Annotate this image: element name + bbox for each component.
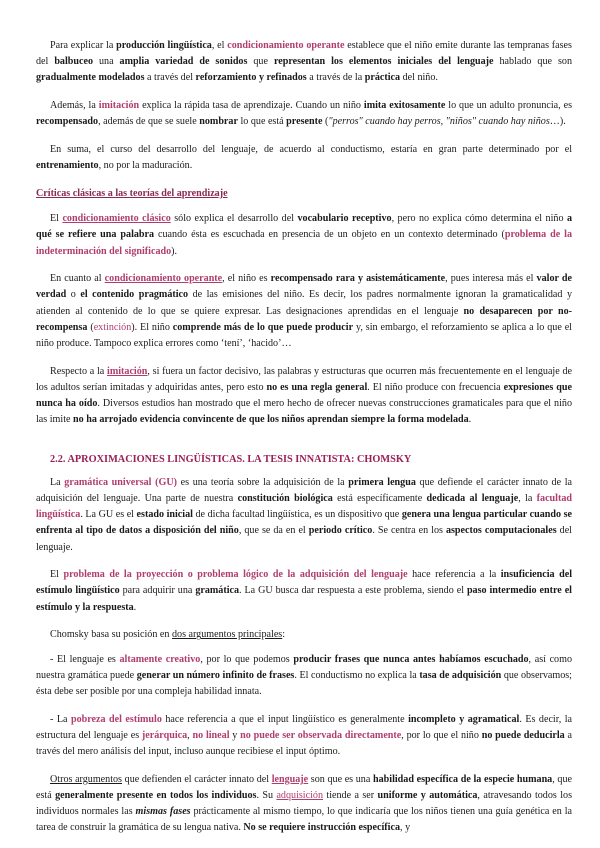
paragraph-operant-critique <box>36 271 572 352</box>
text: . Su <box>256 790 277 802</box>
text: del lenguaje. <box>36 525 572 553</box>
text: del niño. <box>400 72 438 84</box>
highlight-term: no puede ser observada directamente <box>240 729 402 741</box>
text: , así como nuestra gramática puede <box>36 653 572 681</box>
term: recompensado rara y asistemáticamente <box>270 273 446 285</box>
highlight-term: gramática universal (GU) <box>64 476 177 488</box>
text: . Diversos estudios han mostrado que el mero hecho de ofrecer nuevas construcciones gramaticales para que el niño las imite <box>36 398 572 426</box>
text: . El conductismo no explica la <box>294 669 420 681</box>
highlight-term: condicionamiento operante <box>227 40 345 51</box>
paragraph-projection-problem <box>36 567 572 616</box>
text: , además de que se suele <box>98 116 200 128</box>
underlined-text: Otros argumentos <box>50 773 122 785</box>
text: son que es una <box>308 773 373 785</box>
text: o <box>66 289 81 301</box>
text: , pero no explica cómo determina el niño <box>391 213 567 225</box>
term: gradualmente modelados <box>36 72 145 84</box>
highlight-term: altamente creativo <box>119 653 201 665</box>
paragraph-poverty-stimulus <box>36 712 572 761</box>
text: que <box>247 56 274 68</box>
text: tiende a ser <box>323 790 378 802</box>
paragraph-imitation-critique <box>36 364 572 429</box>
text: hace referencia a que el input lingüístico es generalmente <box>161 713 409 725</box>
term: expresiones que nunca ha oído <box>36 381 572 410</box>
highlight-term: adquisición <box>276 790 323 802</box>
text: y, sin embargo, el reforzamiento se aplica a lo que el niño produce. Tampoco explica errores como ‘tení’, ‘hacido’… <box>36 321 572 350</box>
term: a qué se refiere una palabra <box>36 213 572 241</box>
text: sólo explica el desarrollo del <box>170 213 298 225</box>
term: genera una lengua particular cuando se enfrenta al tipo de datos a disposición del niño <box>36 509 573 537</box>
term: reforzamiento y refinados <box>195 72 307 84</box>
text: explica la rápida tasa de aprendizaje. Cuando un niño <box>139 100 364 112</box>
text: ( <box>322 116 329 128</box>
text: a través del <box>144 72 196 84</box>
highlight-term: condicionamiento clásico <box>62 213 171 225</box>
text: . <box>133 601 137 613</box>
text: , por lo que podemos <box>200 653 294 665</box>
term: No se requiere instrucción específica <box>243 822 401 834</box>
term: el contenido pragmático <box>80 289 189 301</box>
term: balbuceo <box>54 56 94 68</box>
term: gramática <box>195 585 240 597</box>
text: es una teoría sobre la adquisición de la <box>177 476 349 488</box>
term: amplia variedad de sonidos <box>119 56 248 68</box>
text: ). El niño <box>131 321 173 333</box>
text: una <box>93 56 120 68</box>
text: cuando ésta es escuchada en presencia de un objeto en un contexto determinado ( <box>154 229 505 241</box>
text: , por lo que el niño <box>401 729 482 741</box>
term: valor de verdad <box>36 273 572 301</box>
paragraph-universal-grammar <box>36 475 572 556</box>
paragraph-summary <box>36 142 572 174</box>
text: que observamos; ésta debe ser posible por una compleja habilidad innata. <box>36 669 572 697</box>
term: estado inicial <box>136 509 193 521</box>
text: de las emisiones del niño. Es decir, los padres normalmente ignoran la gramaticalidad y atienden al contenido de lo que se quiere expresar. Las designaciones aprendidas en el lenguaje <box>36 289 573 317</box>
term: insuficiencia del estímulo lingüístico <box>36 569 572 597</box>
highlight-term: pobreza del estímulo <box>70 713 162 725</box>
text: a través de la <box>306 72 365 84</box>
text: establece que el niño emite durante las tempranas fases del <box>36 40 572 68</box>
text: . El niño produce con frecuencia <box>367 381 504 393</box>
text: En cuanto al <box>50 273 105 285</box>
term: representan los elementos iniciales del lenguaje <box>273 56 494 68</box>
term: generalmente presente en todos los individuos <box>55 790 257 802</box>
term: incompleto y agramatical <box>408 713 520 725</box>
term: nombrar <box>199 116 238 128</box>
text: que defiende el carácter innato de la adquisición del lenguaje. Una parte de nuestra <box>36 476 572 504</box>
text: , atravesando todos los individuos normales las <box>36 790 573 818</box>
term: paso intermedio entre el estímulo y la respuesta <box>36 585 572 613</box>
term: vocabulario receptivo <box>297 213 392 225</box>
paragraph-classical-conditioning <box>36 211 572 260</box>
text: La <box>50 476 65 488</box>
underlined-text: dos argumentos principales <box>171 629 283 641</box>
highlight-term: imitación <box>98 100 140 112</box>
text: Chomsky basa su posición en <box>50 629 172 641</box>
highlight-term: facultad lingüística <box>36 492 572 521</box>
paragraph-imitation <box>36 98 572 130</box>
term: dedicada al lenguaje <box>426 492 519 504</box>
text: para adquirir una <box>119 585 196 597</box>
text: lo que un adulto pronuncia, es <box>445 100 573 112</box>
term: primera lengua <box>348 476 416 488</box>
text: . <box>468 414 472 426</box>
term: uniforme y automática <box>377 790 478 802</box>
highlight-term: no lineal <box>192 729 230 741</box>
text: ). <box>171 245 178 257</box>
text: …). <box>549 116 566 128</box>
text: , <box>187 729 193 741</box>
paragraph-operant-production <box>36 38 572 87</box>
term: generar un número infinito de frases <box>136 669 295 681</box>
term: no desaparecen por no-recompensa <box>36 305 572 333</box>
text: , el niño es <box>222 273 271 285</box>
term: constitución biológica <box>237 492 333 504</box>
text: a través del mero análisis del input, incluso aunque recibiese el input óptimo. <box>36 729 572 758</box>
highlight-term: lenguaje <box>271 773 309 785</box>
highlight-term: condicionamiento operante <box>104 273 223 285</box>
term: práctica <box>364 72 401 84</box>
term: tasa de adquisición <box>419 669 502 681</box>
paragraph-creativity-argument <box>36 652 572 701</box>
text: . La GU es el <box>80 509 137 521</box>
term: no puede deducirla <box>481 729 565 741</box>
text: , pues interesa más el <box>445 273 537 285</box>
term: no es una regla general <box>266 381 368 393</box>
term: imita exitosamente <box>363 100 446 112</box>
term: producir frases que nunca antes habíamos escuchado <box>293 653 529 665</box>
paragraph-two-arguments <box>36 627 572 643</box>
text: : <box>282 629 286 641</box>
text: . Es decir, la estructura del lenguaje es <box>36 713 572 741</box>
term: comprende más de lo que puede producir <box>172 321 354 333</box>
text: , no por la maduración. <box>98 160 193 172</box>
term: presente <box>286 116 323 128</box>
highlight-term: imitación <box>107 365 148 377</box>
highlight-term: extinción <box>93 321 132 333</box>
text: está específicamente <box>332 492 427 504</box>
text: prácticamente al mismo tiempo, lo que indicaría que los niños tienen una guía genética en la tarea de construir la gramática de su lengua nativa. <box>36 806 572 834</box>
text: - El lenguaje es <box>50 653 120 665</box>
term: producción lingüística <box>116 40 212 51</box>
example-italic: "perros" cuando hay perros, "niños" cuando hay niños <box>328 116 550 128</box>
text: - La <box>50 713 71 725</box>
term: no ha arrojado evidencia convincente de que los niños aprendan siempre la forma modelada <box>73 414 469 426</box>
text: . Se centra en los <box>372 525 446 537</box>
text: , que está <box>36 773 572 802</box>
term: recompensado <box>36 116 99 128</box>
highlight-term: problema de la indeterminación del significado <box>36 229 572 257</box>
text: y <box>229 729 241 741</box>
highlight-term: problema de la proyección o problema lógico de la adquisición del lenguaje <box>63 569 408 581</box>
term: aspectos computacionales <box>445 525 557 537</box>
text: lo que está <box>237 116 287 128</box>
term: habilidad específica de la especie humana <box>372 773 553 785</box>
text: hablado que son <box>493 56 573 68</box>
text: , si fuera un factor decisivo, las palabras y estructuras que ocurren más frecuentemente en el lenguaje de los adultos serían imitadas y adquiridas antes, pero esto <box>36 365 572 393</box>
text: Para explicar la <box>50 40 117 51</box>
paragraph-other-arguments <box>36 772 572 837</box>
highlight-term: jerárquica <box>141 729 188 741</box>
text: , y <box>400 822 411 834</box>
term-italic: mismas fases <box>135 806 191 818</box>
text: que defienden el carácter innato del <box>122 773 272 785</box>
text: Además, la <box>50 100 99 112</box>
text: hace referencia a la <box>407 569 501 581</box>
text: , que se da en el <box>238 525 309 537</box>
term: periodo crítico <box>308 525 373 537</box>
text: El <box>50 213 63 225</box>
section-heading-chomsky: 2.2. APROXIMACIONES LINGÜÍSTICAS. LA TESIS INNATISTA: CHOMSKY <box>50 453 412 465</box>
text: , el <box>211 40 228 51</box>
text: de dicha facultad lingüística, es un dispositivo que <box>192 509 402 521</box>
text: . La GU busca dar respuesta a este problema, siendo el <box>239 585 467 597</box>
text: ( <box>87 321 94 333</box>
subheading-classic-criticisms: Críticas clásicas a las teorías del aprendizaje <box>36 187 228 199</box>
term: entrenamiento <box>36 160 99 172</box>
text: , la <box>518 492 537 504</box>
text: En suma, el curso del desarrollo del lenguaje, de acuerdo al conductismo, estaría en gran parte determinado por el <box>50 144 572 156</box>
text: El <box>50 569 64 581</box>
text: Respecto a la <box>50 365 108 377</box>
